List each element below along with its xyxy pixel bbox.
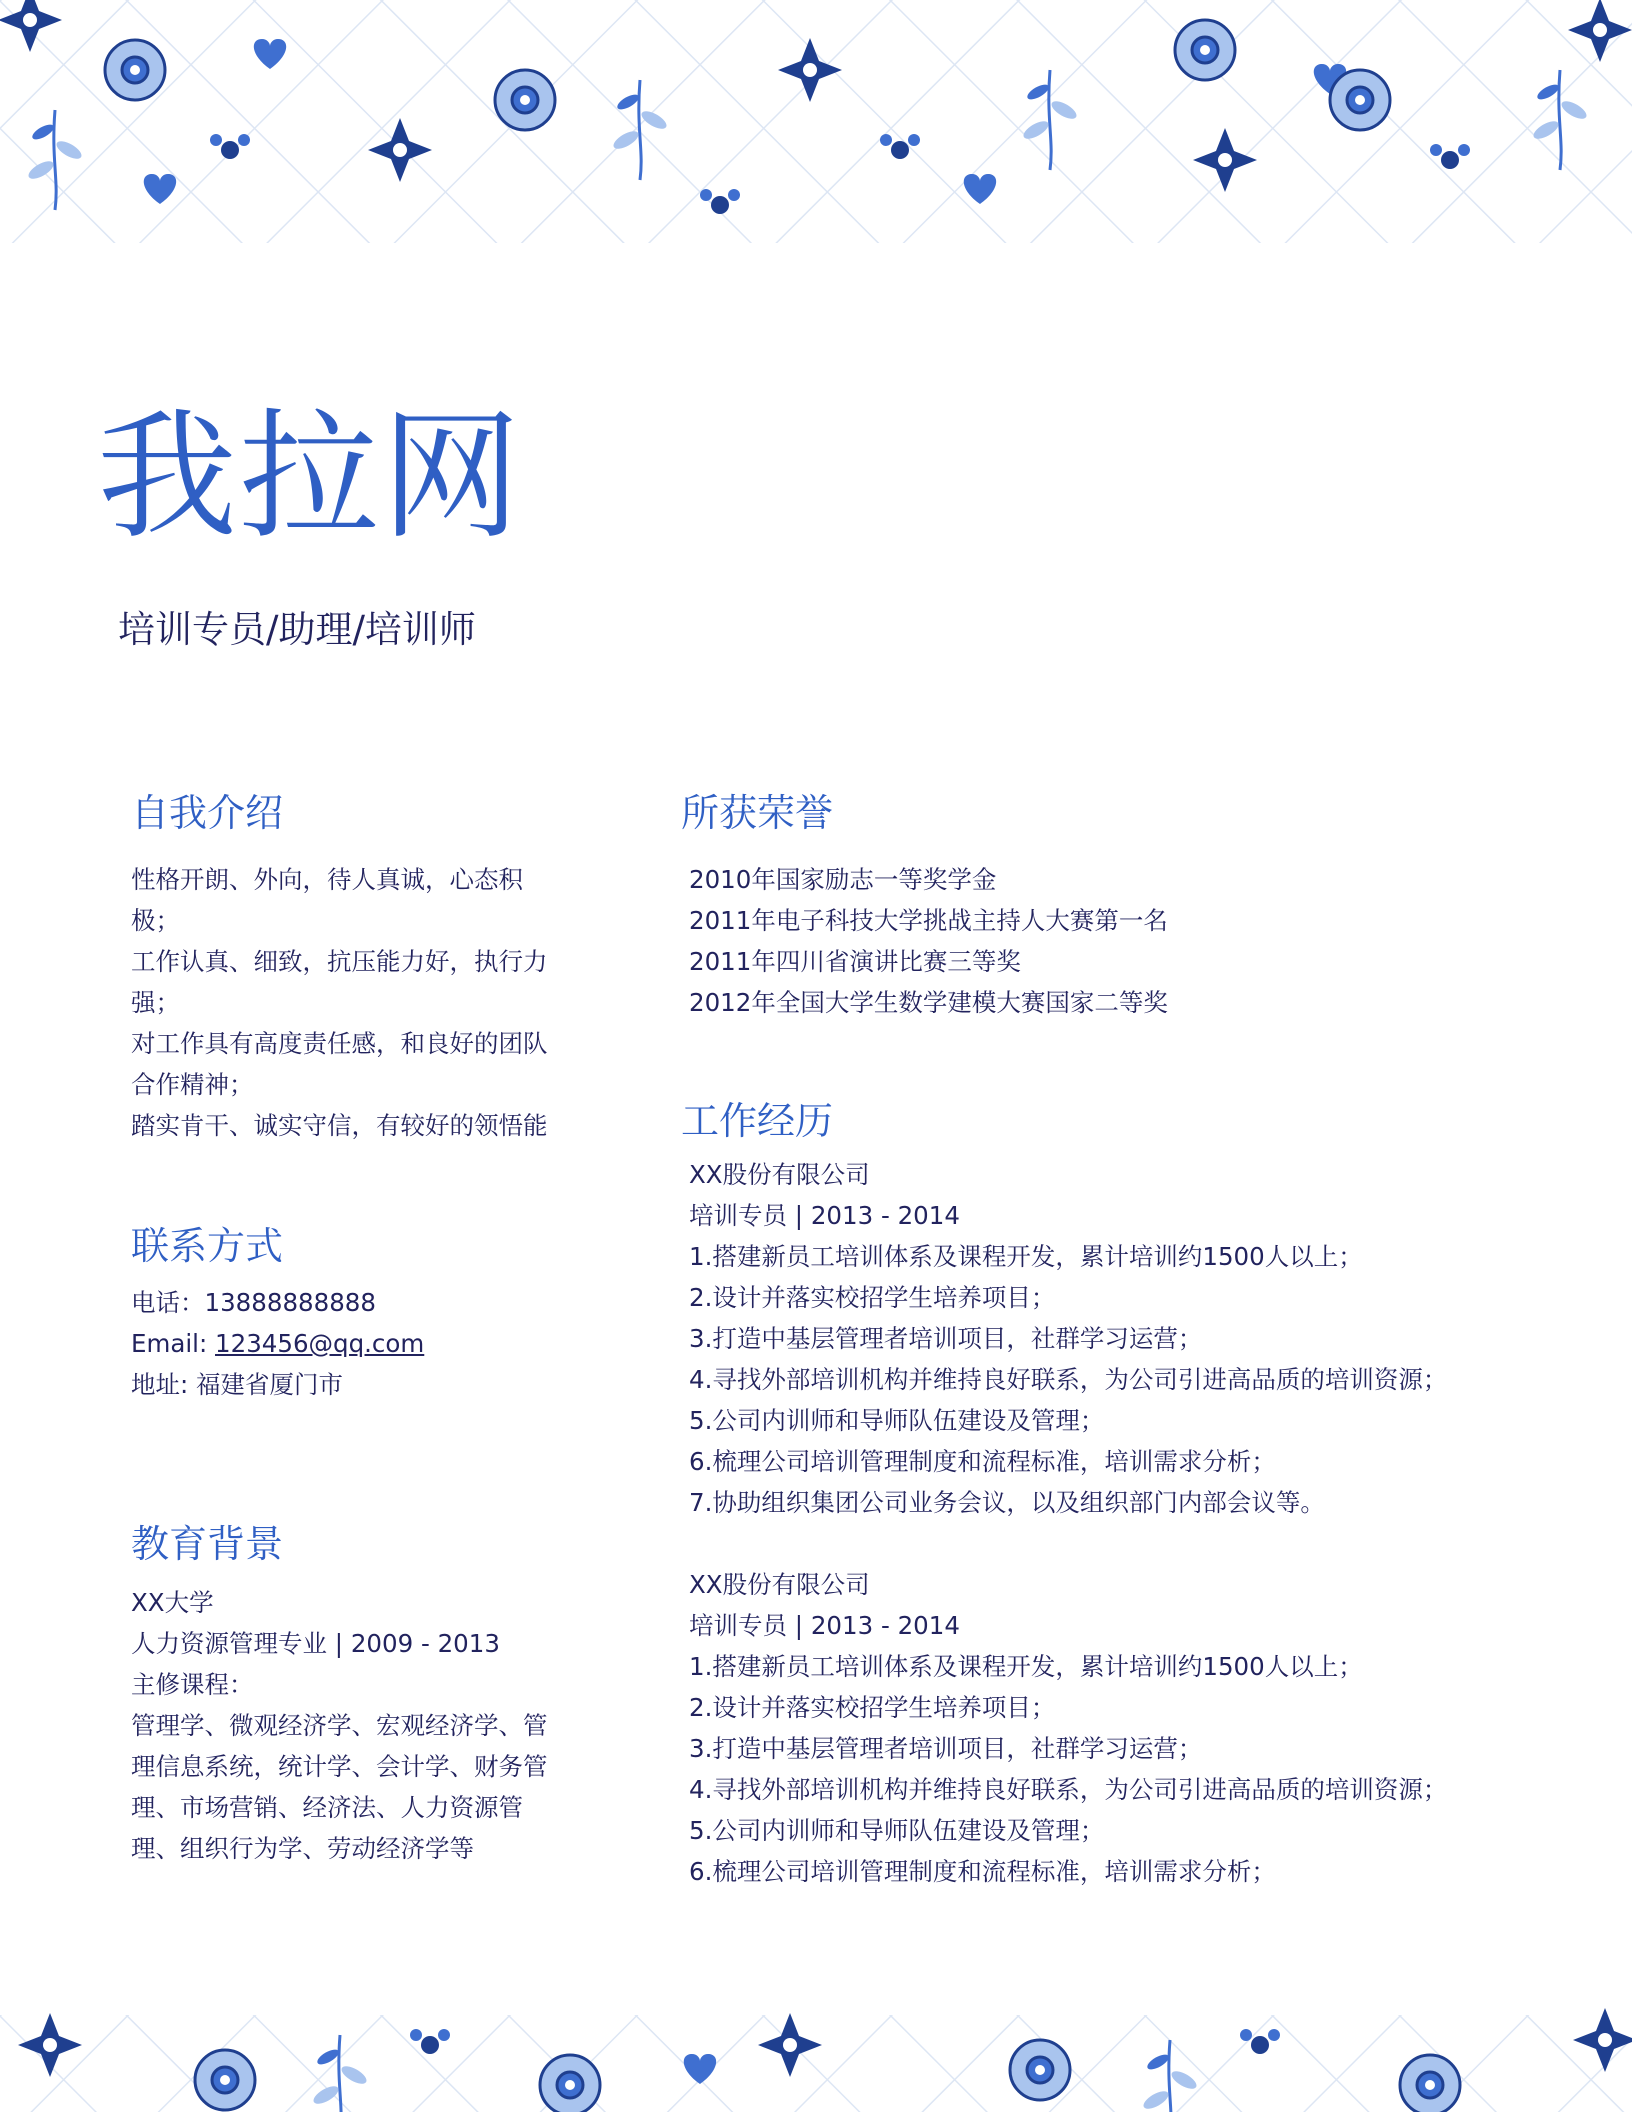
education-section: [131, 1516, 561, 1869]
job-duty: 2.设计并落实校招学生培养项目；: [689, 1283, 1056, 1312]
job-duty: 4.寻找外部培训机构并维持良好联系，为公司引进高品质的培训资源；: [689, 1775, 1448, 1804]
job-duty: 5.公司内训师和导师队伍建设及管理；: [689, 1816, 1105, 1845]
email-label: Email:: [131, 1329, 216, 1358]
job-duty: 5.公司内训师和导师队伍建设及管理；: [689, 1406, 1105, 1435]
job-duty: 6.梳理公司培训管理制度和流程标准，培训需求分析；: [689, 1447, 1276, 1476]
honors-title: 所获荣誉: [681, 791, 834, 835]
job-duty: 1.搭建新员工培训体系及课程开发，累计培训约1500人以上；: [689, 1652, 1363, 1681]
intro-line: 对工作具有高度责任感，和良好的团队: [131, 1029, 548, 1058]
contact-email-row: [131, 1323, 561, 1364]
contact-section: [131, 1218, 561, 1405]
intro-line: 工作认真、细致，抗压能力好，执行力: [131, 947, 548, 976]
honor-item: 2010年国家励志一等奖学金: [689, 865, 997, 894]
self-intro-body: [131, 859, 549, 1140]
education-courses-line: 理信息系统，统计学、会计学、财务管: [131, 1752, 548, 1781]
job-company: XX股份有限公司: [689, 1570, 870, 1599]
job-company: XX股份有限公司: [689, 1160, 870, 1189]
honor-item: 2011年四川省演讲比赛三等奖: [689, 947, 1021, 976]
job-entry: [689, 1564, 1581, 1892]
contact-address: 地址: 福建省厦门市: [131, 1370, 344, 1399]
job-entry: [689, 1154, 1581, 1523]
self-intro-section: [131, 785, 561, 1140]
education-courses-line: 管理学、微观经济学、宏观经济学、管: [131, 1711, 548, 1740]
job-duty: 2.设计并落实校招学生培养项目；: [689, 1693, 1056, 1722]
education-courses-line: 理、组织行为学、劳动经济学等: [131, 1834, 474, 1863]
job-role-period: 培训专员 | 2013 - 2014: [689, 1611, 960, 1640]
intro-line: 极；: [131, 906, 180, 935]
job-title: 培训专员/助理/培训师: [118, 608, 476, 651]
work-title: 工作经历: [681, 1099, 834, 1143]
work-section: [681, 1093, 1581, 1933]
work-body: [681, 1154, 1581, 1892]
education-body: [131, 1582, 549, 1869]
job-duty: 3.打造中基层管理者培训项目，社群学习运营；: [689, 1324, 1203, 1353]
contact-title: 联系方式: [131, 1224, 284, 1268]
honor-item: 2011年电子科技大学挑战主持人大赛第一名: [689, 906, 1168, 935]
education-courses-label: 主修课程：: [131, 1670, 254, 1699]
honors-section: [681, 785, 1561, 1023]
education-major: 人力资源管理专业 | 2009 - 2013: [131, 1629, 500, 1658]
education-courses-line: 理、市场营销、经济法、人力资源管: [131, 1793, 523, 1822]
candidate-name: 我拉网: [97, 396, 524, 559]
job-duty: 6.梳理公司培训管理制度和流程标准，培训需求分析；: [689, 1857, 1276, 1886]
contact-phone: 电话：13888888888: [131, 1288, 376, 1317]
job-duty: 1.搭建新员工培训体系及课程开发，累计培训约1500人以上；: [689, 1242, 1363, 1271]
intro-line: 合作精神；: [131, 1070, 254, 1099]
job-duty: 3.打造中基层管理者培训项目，社群学习运营；: [689, 1734, 1203, 1763]
honors-body: [681, 859, 1561, 1023]
floral-pattern-bottom: [0, 2015, 1632, 2112]
job-role-period: 培训专员 | 2013 - 2014: [689, 1201, 960, 1230]
intro-line: 强；: [131, 988, 180, 1017]
floral-pattern-top: [0, 0, 1632, 243]
email-link[interactable]: 123456@qq.com: [215, 1329, 425, 1358]
self-intro-title: 自我介绍: [131, 791, 284, 835]
intro-line: 性格开朗、外向，待人真诚，心态积: [131, 865, 523, 894]
job-duty: 4.寻找外部培训机构并维持良好联系，为公司引进高品质的培训资源；: [689, 1365, 1448, 1394]
contact-body: [131, 1282, 561, 1405]
job-duty: 7.协助组织集团公司业务会议，以及组织部门内部会议等。: [689, 1488, 1325, 1517]
education-title: 教育背景: [131, 1522, 284, 1566]
floral-banner-top: [0, 0, 1632, 243]
floral-banner-bottom: [0, 2015, 1632, 2112]
honor-item: 2012年全国大学生数学建模大赛国家二等奖: [689, 988, 1168, 1017]
education-school: XX大学: [131, 1588, 214, 1617]
intro-line: 踏实肯干、诚实守信，有较好的领悟能: [131, 1111, 548, 1140]
